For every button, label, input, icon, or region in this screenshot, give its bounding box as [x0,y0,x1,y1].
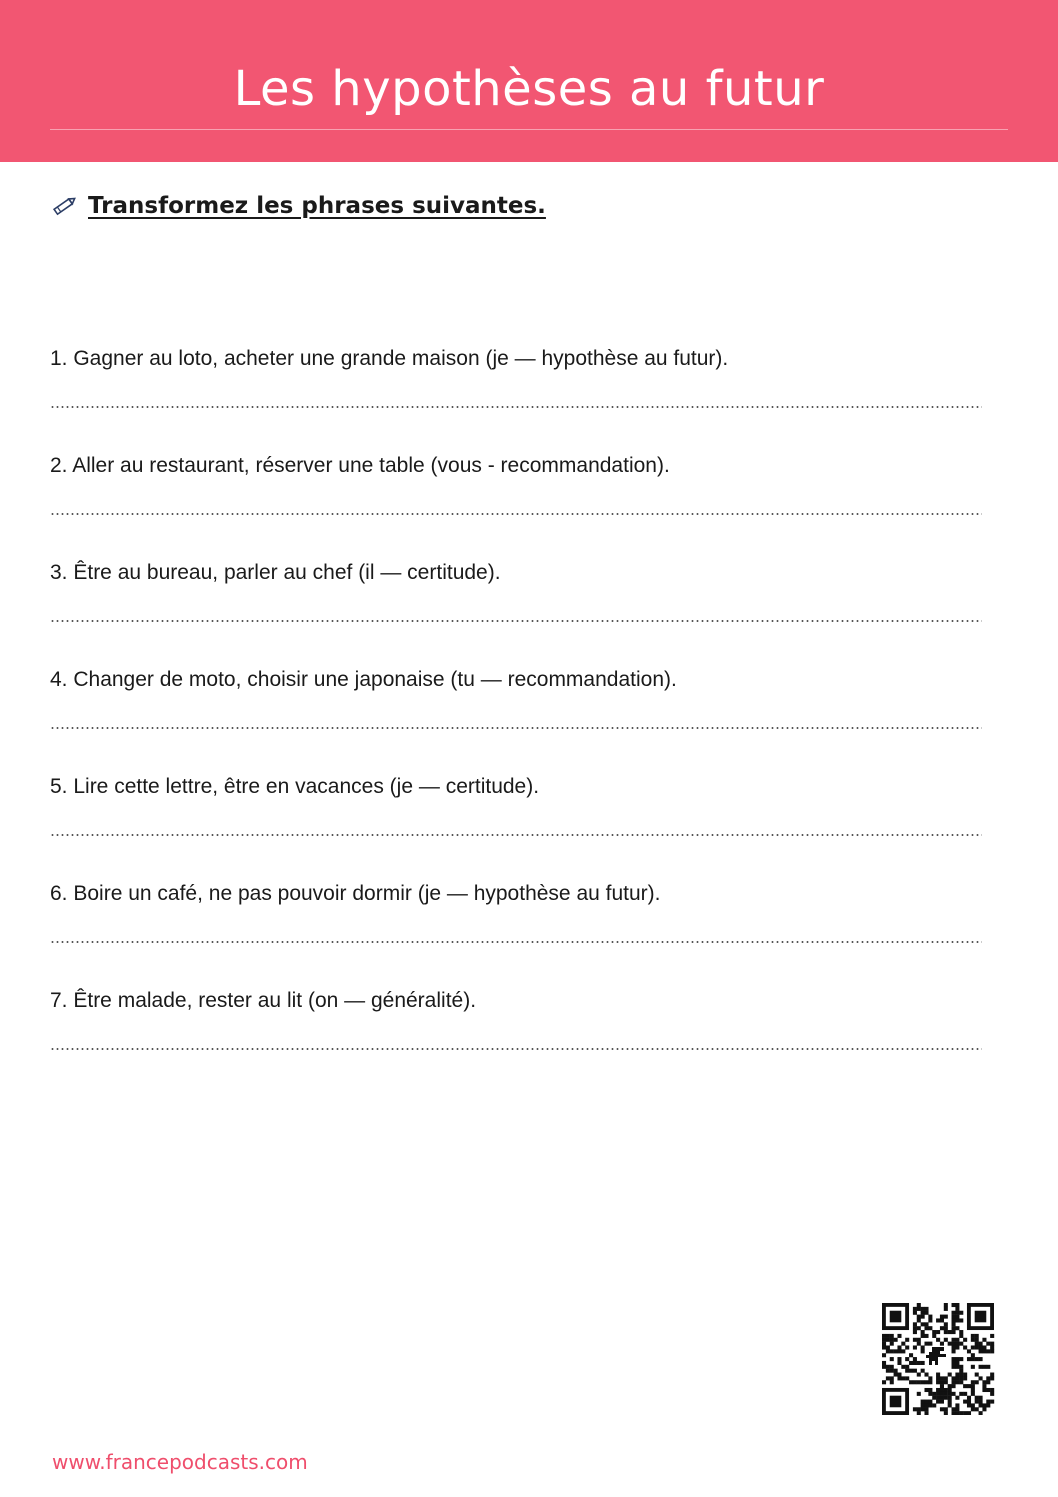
answer-line[interactable] [50,1048,982,1050]
exercise-item [50,978,990,1085]
exercise-prompt: 7. Être malade, rester au lit (on — généralité). [50,989,477,1012]
exercise-list [50,336,990,1085]
footer-link[interactable]: www.francepodcasts.com [52,1450,308,1474]
answer-line[interactable] [50,941,982,943]
answer-line[interactable] [50,513,982,515]
exercise-prompt: 4. Changer de moto, choisir une japonaise (tu — recommandation). [50,668,677,691]
exercise-prompt: 3. Être au bureau, parler au chef (il — certitude). [50,561,501,584]
exercise-prompt: 6. Boire un café, ne pas pouvoir dormir (je — hypothèse au futur). [50,882,661,905]
exercise-prompt: 2. Aller au restaurant, réserver une table (vous - recommandation). [50,454,670,477]
pencil-icon [50,192,78,220]
exercise-item [50,764,990,871]
instruction [50,188,546,224]
exercise-item [50,550,990,657]
answer-line[interactable] [50,834,982,836]
exercise-item [50,443,990,550]
answer-line[interactable] [50,620,982,622]
header-banner [0,0,1058,162]
answer-line[interactable] [50,727,982,729]
header-divider [50,129,1008,130]
instruction-text: Transformez les phrases suivantes. [88,193,546,219]
page-title: Les hypothèses au futur [233,61,825,117]
exercise-item [50,336,990,443]
exercise-item [50,657,990,764]
exercise-prompt: 1. Gagner au loto, acheter une grande maison (je — hypothèse au futur). [50,347,729,370]
exercise-item [50,871,990,978]
qr-code-icon[interactable] [882,1303,996,1415]
answer-line[interactable] [50,406,982,408]
exercise-prompt: 5. Lire cette lettre, être en vacances (je — certitude). [50,775,540,798]
